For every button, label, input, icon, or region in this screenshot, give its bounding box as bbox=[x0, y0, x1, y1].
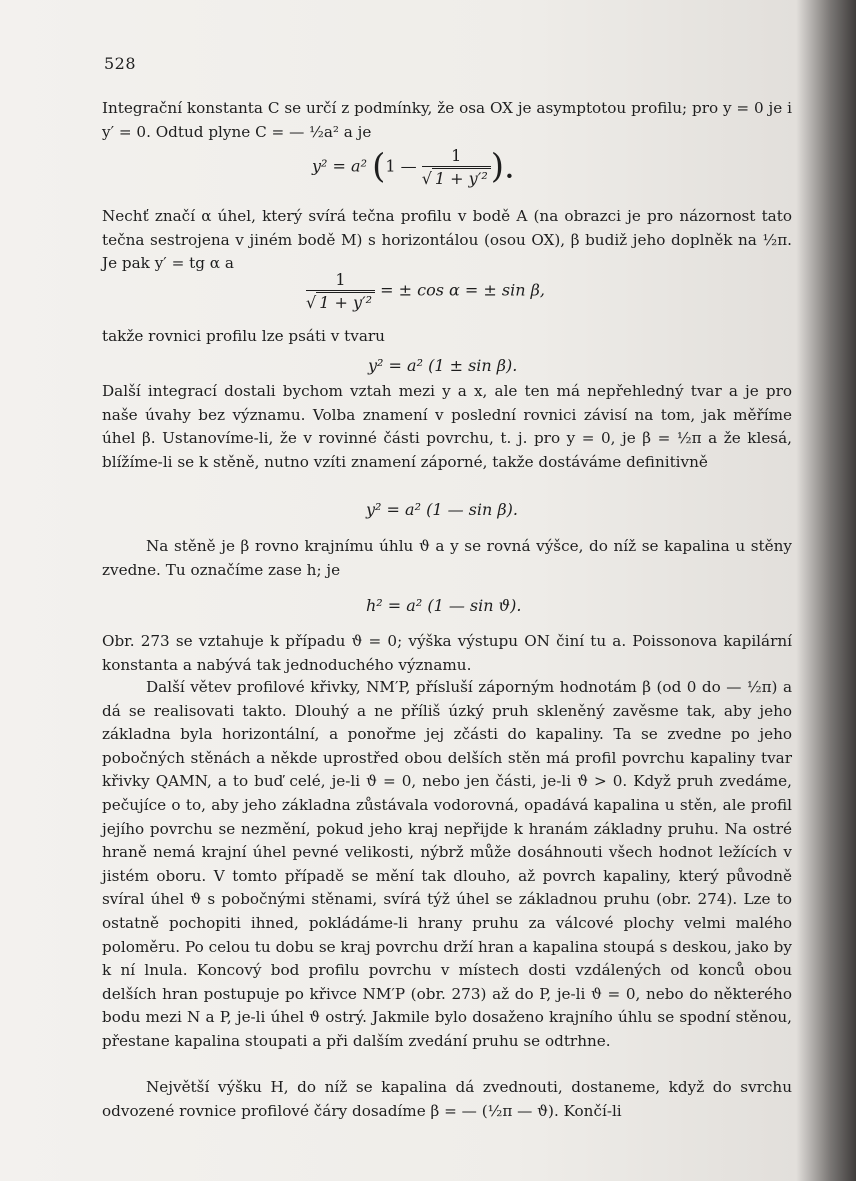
equation-lhs: y² = a² bbox=[312, 156, 367, 176]
left-paren: ( bbox=[372, 146, 386, 187]
paragraph-text: Největší výšku H, do níž se kapalina dá zvednouti, dostaneme, když do svrchu odvozené rovnice profilové čáry dosadíme β = — (½π — ϑ). Končí-li bbox=[102, 1078, 792, 1120]
paragraph-text: takže rovnici profilu lze psáti v tvaru bbox=[102, 327, 385, 345]
numerator: 1 bbox=[422, 146, 491, 167]
paragraph-text: Na stěně je β rovno krajnímu úhlu ϑ a y se rovná výšce, do níž se kapalina u stěny zvedne. Tu označíme zase h; je bbox=[102, 537, 792, 579]
paragraph-text: Nechť značí α úhel, který svírá tečna profilu v bodě A (na obrazci je pro názornost tato tečna sestrojena v jiném bodě M) s horizontálou (osou OX), β budiž jeho doplněk na ½π. Je pak y′ = tg α a bbox=[102, 207, 792, 273]
paragraph-text: Integrační konstanta C se určí z podmínky, že osa OX je asymptotou profilu; pro y = 0 je i y′ = 0. Odtud plyne C = — ½a² a je bbox=[102, 99, 792, 141]
fraction bbox=[422, 146, 491, 188]
equation-1 bbox=[312, 146, 515, 188]
paragraph-5 bbox=[102, 535, 792, 582]
page-number: 528 bbox=[104, 54, 137, 73]
root-content: 1 + y′² bbox=[316, 292, 375, 312]
paragraph-1 bbox=[102, 97, 792, 144]
equation-5: h² = a² (1 — sin ϑ). bbox=[366, 596, 522, 615]
paragraph-text: Obr. 273 se vztahuje k případu ϑ = 0; výška výstupu ON činí tu a. Poissonova kapilární konstanta a nabývá tak jednoduchého významu. bbox=[102, 632, 792, 674]
equation-3: y² = a² (1 ± sin β). bbox=[368, 356, 518, 375]
denominator: √ 1 + y′² bbox=[306, 291, 375, 312]
equation-2 bbox=[306, 270, 545, 312]
denominator: √ 1 + y′² bbox=[422, 167, 491, 188]
paragraph-3 bbox=[102, 325, 792, 349]
paragraph-4 bbox=[102, 380, 792, 474]
paragraph-text: Další integrací dostali bychom vztah mezi y a x, ale ten má nepřehledný tvar a je pro naše úvahy bez významu. Volba znamení v poslední rovnici závisí na tom, jak měříme úhel β. Ustanovíme-li, že v rovinné části povrchu, t. j. pro y = 0, je β = ½π a že klesá, blížíme-li se k stěně, nutno vzíti znamení záporné, takže dostáváme definitivně bbox=[102, 382, 792, 471]
numerator: 1 bbox=[306, 270, 375, 291]
paragraph-8 bbox=[102, 1076, 792, 1123]
right-paren: ). bbox=[490, 146, 515, 187]
fraction bbox=[306, 270, 375, 312]
equation-4: y² = a² (1 — sin β). bbox=[366, 500, 518, 519]
paragraph-6 bbox=[102, 630, 792, 677]
paragraph-text: Další větev profilové křivky, NM′P, přísluší záporným hodnotám β (od 0 do — ½π) a dá se realisovati takto. Dlouhý a ne příliš úzký pruh skleněný zavěsme tak, aby jeho základna byla horizontální, a ponořme jej zčásti do kapaliny. Ta se zvedne po jeho pobočných stěnách a někde uprostřed obou delších stěn má profil povrchu kapaliny tvar křivky QAMN, a to buď celé, je-li ϑ = 0, nebo jen části, je-li ϑ > 0. Když pruh zvedáme, pečujíce o to, aby jeho základna zůstávala vodorovná, opadává kapalina u stěn, ale profil jejího povrchu se nezmění, pokud jeho kraj nepřijde k hranám základny pruhu. Na ostré hraně nemá krajní úhel pevné velikosti, nýbrž může dosáhnouti všech hodnot ležících v jistém oboru. V tomto případě se mění tak dlouho, až povrch kapaliny, který původně svíral úhel ϑ s pobočnými stěnami, svírá týž úhel se základnou pruhu (obr. 274). Lze to ostatně pochopiti ihned, pokládáme-li hrany pruhu za válcové plochy velmi malého poloměru. Po celou tu dobu se kraj povrchu drží hran a kapalina stoupá s deskou, jako by k ní lnula. Koncový bod profilu povrchu v místech dosti vzdálených od konců obou delších hran postupuje po křivce NM′P (obr. 273) až do P, je-li ϑ = 0, nebo do některého bodu mezi N a P, je-li úhel ϑ ostrý. Jakmile bylo dosaženo krajního úhlu se spodní stěnou, přestane kapalina stoupati a při dalším zvedání pruhu se odtrhne. bbox=[102, 678, 792, 1050]
paragraph-2 bbox=[102, 205, 792, 276]
equation-one-minus: 1 — bbox=[385, 156, 417, 176]
root-content: 1 + y′² bbox=[432, 168, 491, 188]
paragraph-7 bbox=[102, 676, 792, 1054]
equation-rhs: = ± cos α = ± sin β, bbox=[380, 280, 545, 300]
